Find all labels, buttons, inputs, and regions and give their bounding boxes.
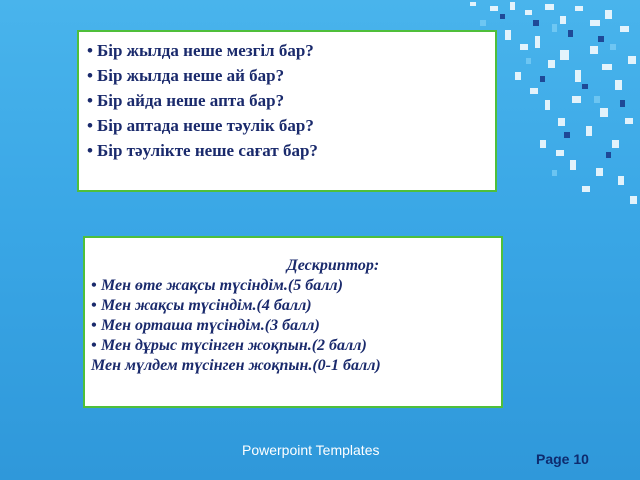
questions-box xyxy=(77,30,497,192)
list-item: • Мен орташа түсіндім.(3 балл) xyxy=(91,317,320,334)
descriptor-last-line: Мен мүлдем түсінген жоқпын.(0-1 балл) xyxy=(91,357,381,374)
bullet-icon: • xyxy=(91,297,97,314)
bullet-icon: • xyxy=(87,41,93,60)
bullet-icon: • xyxy=(87,91,93,110)
list-item: • Бір жылда неше ай бар? xyxy=(87,63,487,88)
list-item: • Бір аптада неше тәулік бар? xyxy=(87,113,487,138)
bullet-icon: • xyxy=(87,66,93,85)
questions-list xyxy=(87,38,487,163)
list-item: • Мен дұрыс түсінген жоқпын.(2 балл) xyxy=(91,337,367,354)
footer-template-label: Powerpoint Templates xyxy=(242,442,380,458)
list-item: • Бір тәулікте неше сағат бар? xyxy=(87,138,487,163)
list-item: • Бір айда неше апта бар? xyxy=(87,88,487,113)
list-item: • Мен өте жақсы түсіндім.(5 балл) xyxy=(91,277,343,294)
bullet-icon: • xyxy=(87,141,93,160)
descriptor-list xyxy=(91,276,495,356)
descriptor-title: Дескриптор: xyxy=(286,257,380,274)
list-item: • Мен жақсы түсіндім.(4 балл) xyxy=(91,297,312,314)
bullet-icon: • xyxy=(91,337,97,354)
descriptor-box xyxy=(83,236,503,408)
page-number: Page 10 xyxy=(536,451,589,467)
list-item: • Бір жылда неше мезгіл бар? xyxy=(87,38,487,63)
bullet-icon: • xyxy=(87,116,93,135)
bullet-icon: • xyxy=(91,317,97,334)
bullet-icon: • xyxy=(91,277,97,294)
